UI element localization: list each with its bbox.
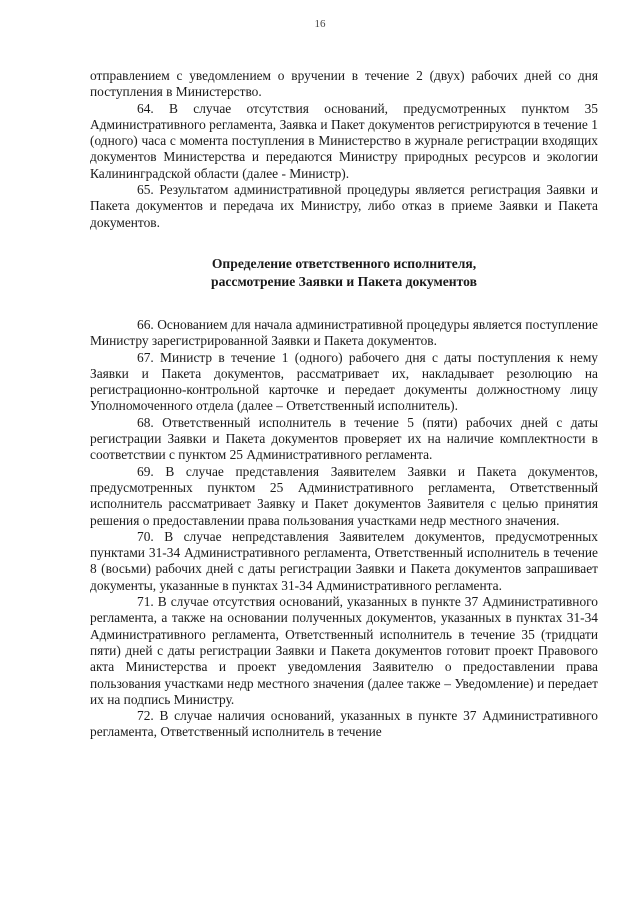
- paragraph-65: 65. Результатом административной процедуры является регистрация Заявки и Пакета документов и передача их Министру, либо отказ в приеме Заявки и Пакета документов.: [90, 182, 598, 230]
- paragraph-70: 70. В случае непредставления Заявителем документов, предусмотренных пунктами 31-34 Административного регламента, Ответственный исполнитель в течение 8 (восьми) рабочих дней с даты регистрации Заявки и Пакета документов запрашивает документы, указанные в пунктах 31-34 Административного регламента.: [90, 528, 598, 593]
- section-heading-line-1: Определение ответственного исполнителя,: [211, 255, 477, 271]
- paragraph-66: 66. Основанием для начала административной процедуры является поступление Министру зарегистрированной Заявки и Пакета документов.: [90, 316, 598, 349]
- paragraph-69: 69. В случае представления Заявителем Заявки и Пакета документов, предусмотренных пунктом 25 Административного регламента, Ответственный исполнитель рассматривает Заявку и Пакет документов Заявителя с целью принятия решения о предоставлении права пользования участками недр местного значения.: [90, 463, 598, 528]
- paragraph-68: 68. Ответственный исполнитель в течение 5 (пяти) рабочих дней с даты регистрации Заявки и Пакета документов проверяет их на наличие комплектности в соответствии с пунктом 25 Административного регламента.: [90, 414, 598, 463]
- paragraph-72: 72. В случае наличия оснований, указанных в пункте 37 Административного регламента, Ответственный исполнитель в течение: [90, 708, 598, 740]
- section-heading-line-2: рассмотрение Заявки и Пакета документов: [211, 273, 477, 289]
- section-heading: [90, 255, 598, 291]
- page-number: 16: [314, 18, 326, 30]
- paragraph-67: 67. Министр в течение 1 (одного) рабочего дня с даты поступления к нему Заявки и Пакета документов, рассматривает их, накладывает резолюцию на регистрационно-контрольной карточке и передает документы должностному лицу Уполномоченного отдела (далее – Ответственный исполнитель).: [90, 349, 598, 414]
- paragraph-71: 71. В случае отсутствия оснований, указанных в пункте 37 Административного регламента, а также на основании полученных документов, указанных в пунктах 31-34 Административного регламента, Ответственный исполнитель в течение 35 (тридцати пяти) дней с даты регистрации Заявки и Пакета документов готовит проект Правового акта Министерства и проект уведомления Заявителю о предоставлении права пользования участками недр местного значения (далее также – Уведомление) и передает их на подпись Министру.: [90, 594, 598, 707]
- paragraph-continuation: отправлением с уведомлением о вручении в течение 2 (двух) рабочих дней со дня поступления в Министерство.: [90, 68, 598, 100]
- paragraph-64: 64. В случае отсутствия оснований, предусмотренных пунктом 35 Административного регламента, Заявка и Пакет документов регистрируются в течение 1 (одного) часа с момента поступления в Министерство в журнале регистрации входящих документов Министерства и передаются Министру природных ресурсов и экологии Калининградской области (далее - Министр).: [90, 100, 598, 181]
- document-body: [90, 68, 598, 741]
